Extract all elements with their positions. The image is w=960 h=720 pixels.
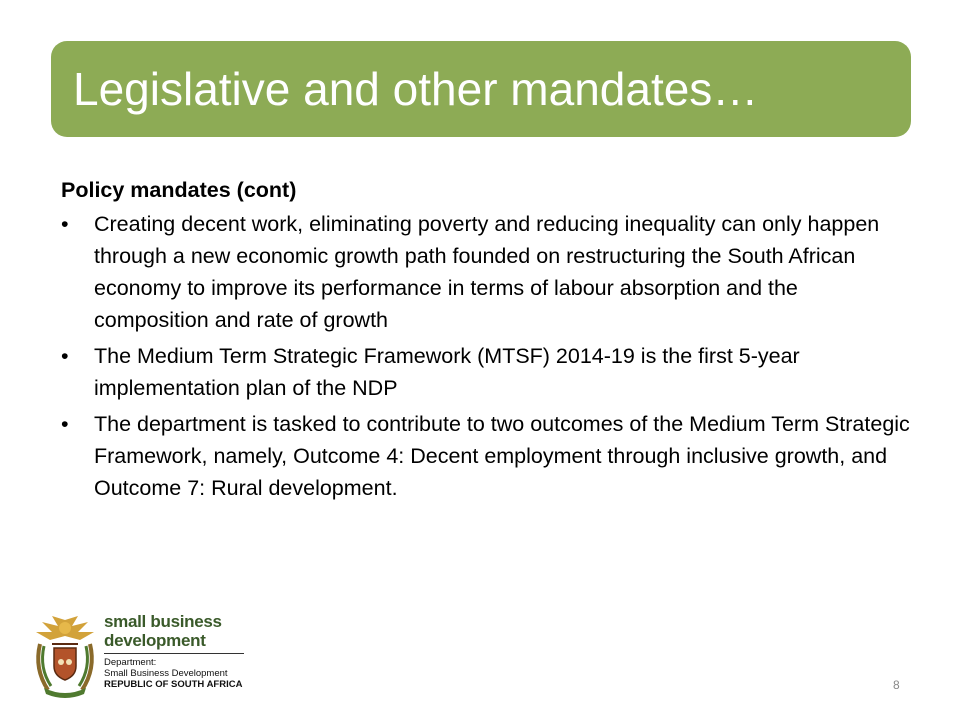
- bullet-list: [61, 208, 911, 504]
- bullet-item: [61, 208, 911, 336]
- department-logo: [30, 612, 260, 702]
- logo-line-1: small business: [104, 612, 222, 631]
- logo-country: REPUBLIC OF SOUTH AFRICA: [104, 679, 243, 690]
- bullet-item: [61, 340, 911, 404]
- logo-text-block: [104, 612, 264, 690]
- title-bar: [51, 41, 911, 137]
- bullet-marker: •: [61, 344, 69, 368]
- logo-dept-name: Small Business Development: [104, 668, 228, 679]
- logo-dept-label: Department:: [104, 657, 157, 668]
- bullet-item: [61, 408, 911, 504]
- subheading: Policy mandates (cont): [61, 178, 297, 202]
- logo-divider: [104, 653, 244, 654]
- slide-content: [61, 174, 911, 508]
- bullet-text: The department is tasked to contribute to two outcomes of the Medium Term Strategic Framework, namely, Outcome 4: Decent employment through inclusive growth, and Outcome 7: Rural development.: [94, 412, 910, 500]
- bullet-marker: •: [61, 412, 69, 436]
- bullet-text: The Medium Term Strategic Framework (MTSF) 2014-19 is the first 5-year implementation plan of the NDP: [94, 344, 800, 400]
- bullet-marker: •: [61, 212, 69, 236]
- logo-line-2: development: [104, 631, 206, 650]
- slide-title: Legislative and other mandates…: [73, 63, 759, 115]
- page-number: 8: [893, 678, 900, 692]
- coat-of-arms-icon: [30, 614, 100, 700]
- bullet-text: Creating decent work, eliminating poverty and reducing inequality can only happen through a new economic growth path founded on restructuring the South African economy to improve its performance in terms of labour absorption and the composition and rate of growth: [94, 212, 880, 332]
